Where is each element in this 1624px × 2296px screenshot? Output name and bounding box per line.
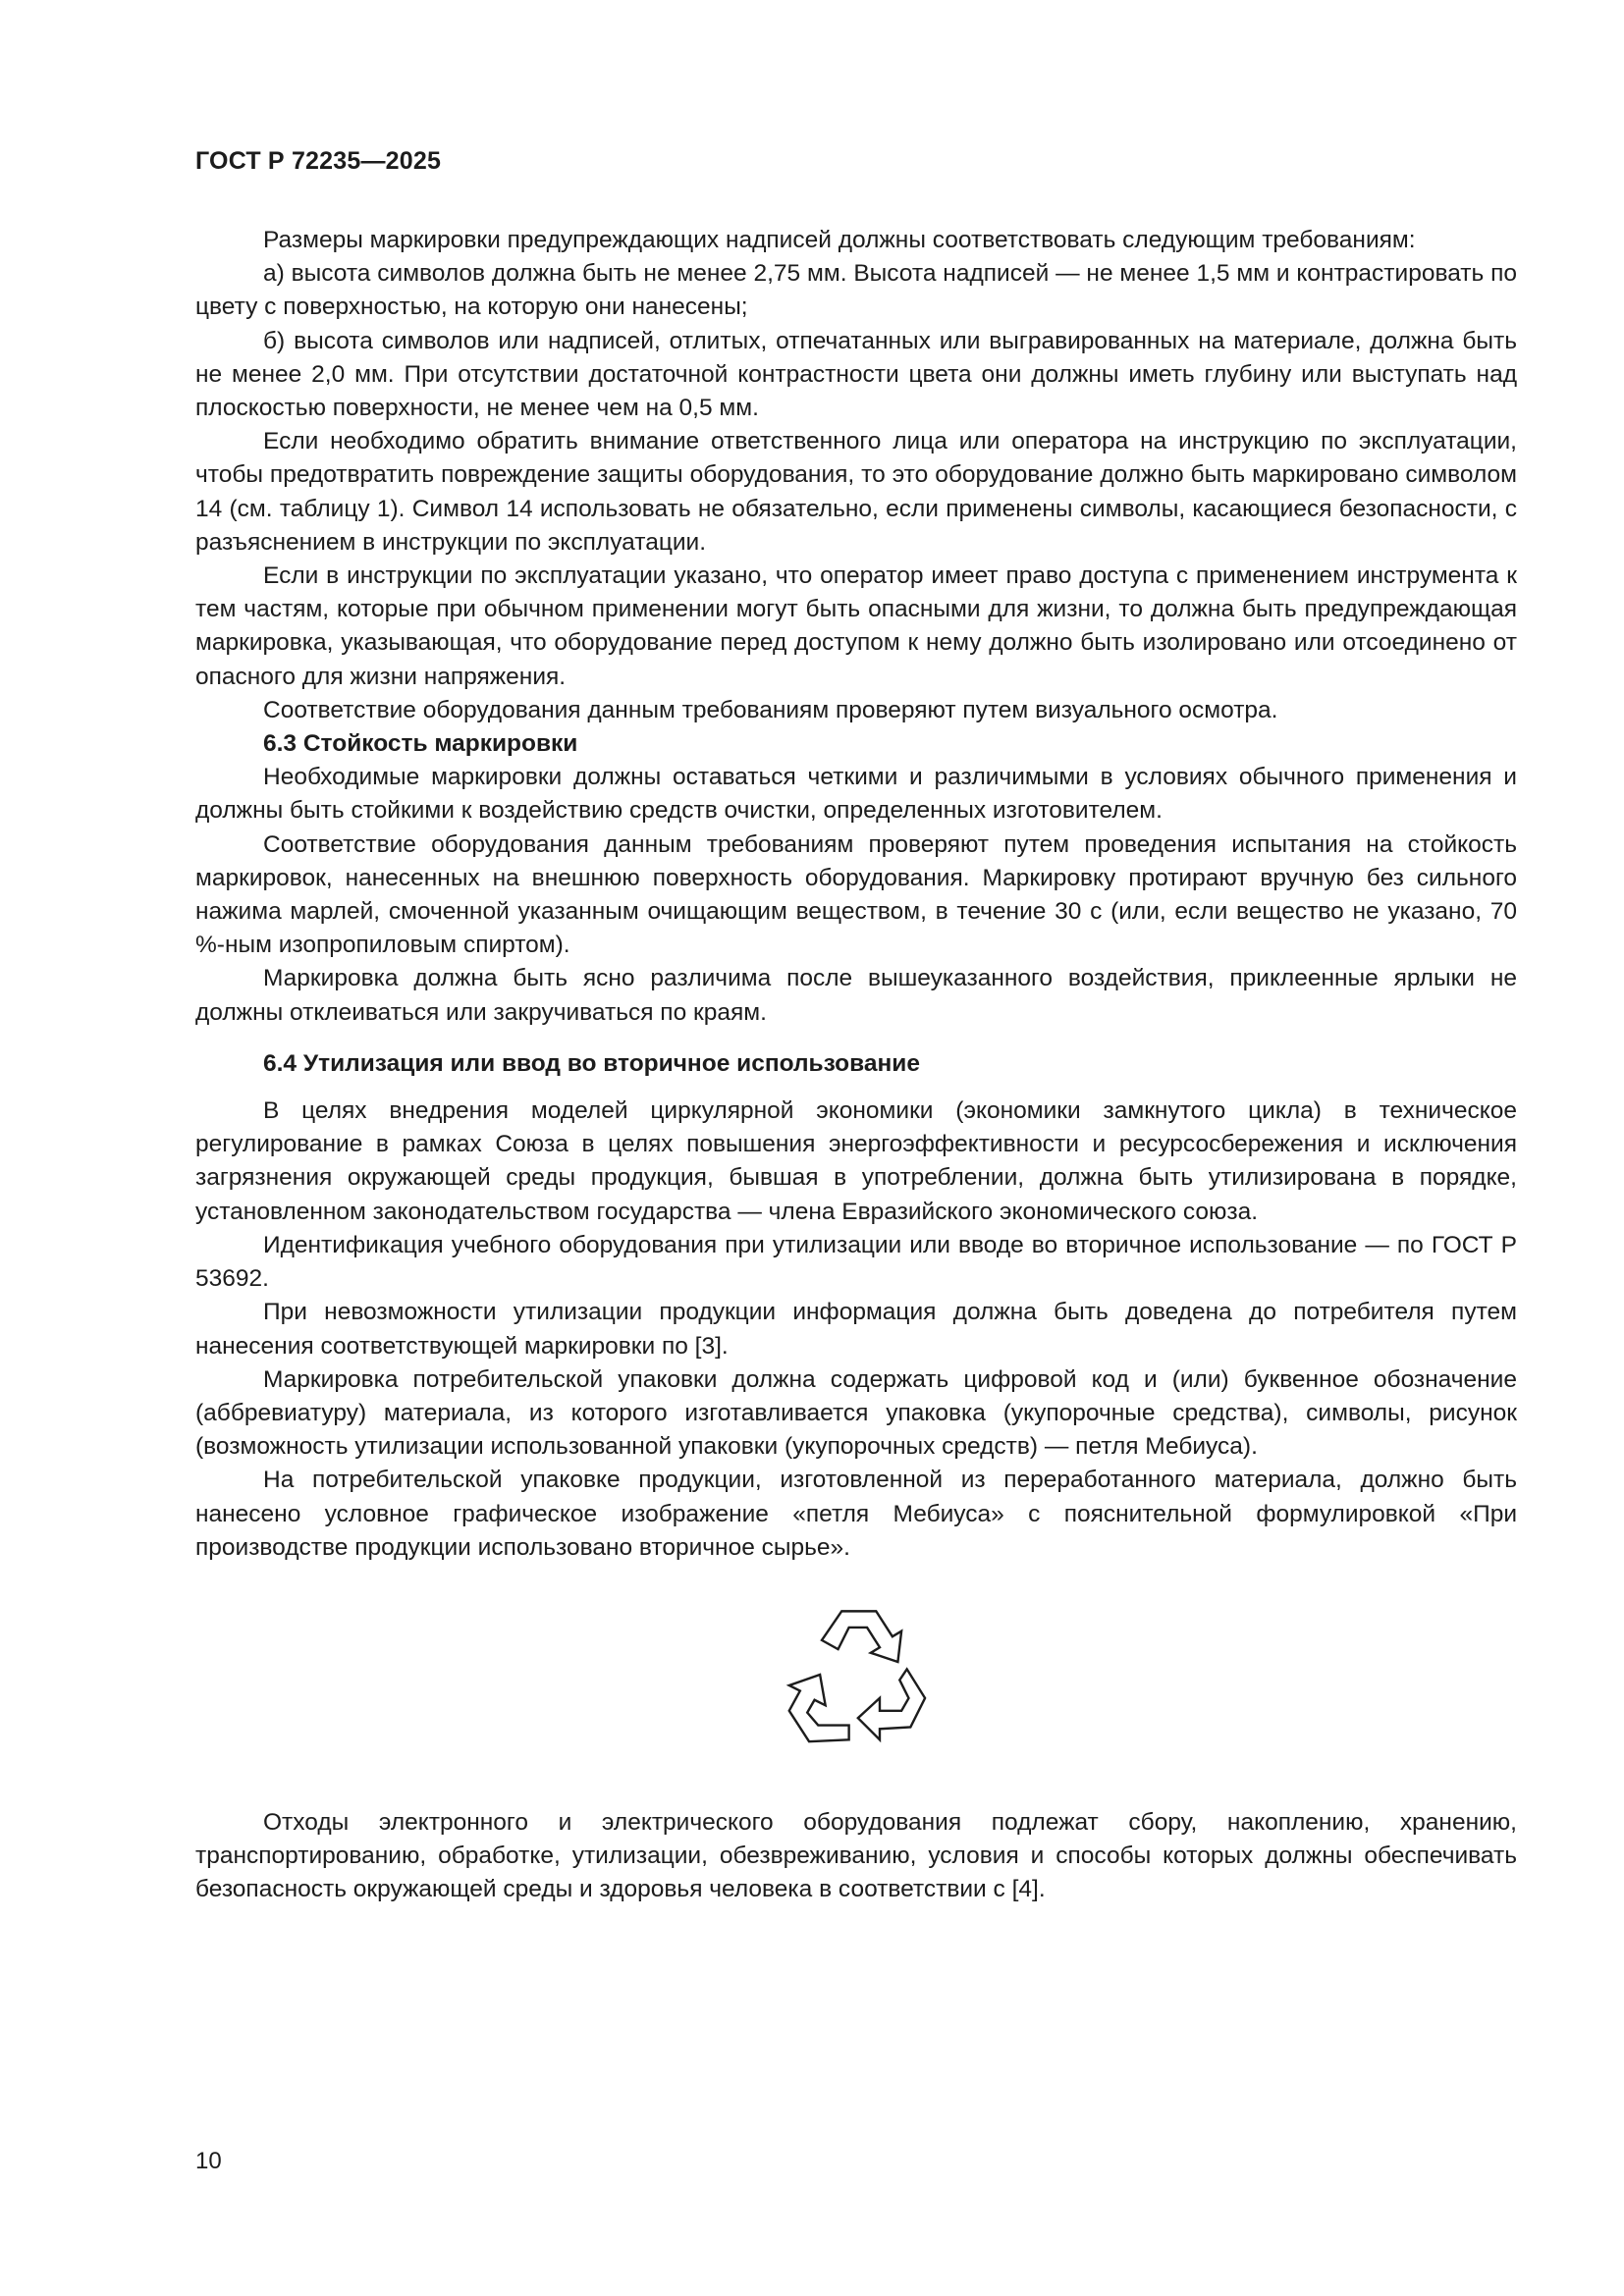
paragraph: Маркировка потребительской упаковки должна содержать цифровой код и (или) буквенное обозначение (аббревиатуру) материала, из которого изготавливается упаковка (укупорочные средства), символы, рисунок (возможность утилизации использованной упаковки (укупорочных средств) — петля Мебиуса).	[195, 1365, 1517, 1461]
paragraph: Если необходимо обратить внимание ответственного лица или оператора на инструкцию по эксплуатации, чтобы предотвратить повреждение защиты оборудования, то это оборудование должно быть маркировано символом 14 (см. таблицу 1). Символ 14 использовать не обязательно, если применены символы, касающиеся безопасности, с разъяснением в инструкции по эксплуатации.	[195, 428, 1517, 556]
paragraph: Маркировка должна быть ясно различима после вышеуказанного воздействия, приклеенные ярлыки не должны отклеиваться или закручиваться по краям.	[195, 965, 1517, 1026]
paragraph: Отходы электронного и электрического оборудования подлежат сбору, накоплению, хранению, транспортированию, обработке, утилизации, обезвреживанию, условия и способы которых должны обеспечивать безопасность окружающей среды и здоровья человека в соответствии с [4].	[195, 1808, 1517, 1903]
paragraph: Соответствие оборудования данным требованиям проверяют путем проведения испытания на стойкость маркировок, нанесенных на внешнюю поверхность оборудования. Маркировку протирают вручную без сильного нажима марлей, смоченной указанным очищающим веществом, в течение 30 с (или, если вещество не указано, 70 %-ным изопропиловым спиртом).	[195, 830, 1517, 959]
paragraph: В целях внедрения моделей циркулярной экономики (экономики замкнутого цикла) в техническое регулирование в рамках Союза в целях повышения энергоэффективности и ресурсосбережения и исключения загрязнения окружающей среды продукция, бывшая в употреблении, должна быть утилизирована в порядке, установленном законодательством государства — члена Евразийского экономического союза.	[195, 1097, 1517, 1225]
section-heading-6-4: 6.4 Утилизация или ввод во вторичное использование	[263, 1049, 920, 1077]
paragraph: а) высота символов должна быть не менее 2,75 мм. Высота надписей — не менее 1,5 мм и контрастировать по цвету с поверхностью, на которую они нанесены;	[195, 260, 1517, 321]
page-number: 10	[195, 2148, 222, 2174]
section-heading-6-3: 6.3 Стойкость маркировки	[263, 730, 578, 758]
document-body	[195, 224, 1517, 1907]
paragraph: б) высота символов или надписей, отлитых, отпечатанных или выгравированных на материале, должна быть не менее 2,0 мм. При отсутствии достаточной контрастности цвета они должны иметь глубину или выступать над плоскостью поверхности, не менее чем на 0,5 мм.	[195, 327, 1517, 422]
document-header: ГОСТ Р 72235—2025	[195, 147, 442, 175]
recycling-figure	[195, 1604, 1517, 1767]
paragraph: Необходимые маркировки должны оставаться четкими и различимыми в условиях обычного применения и должны быть стойкими к воздействию средств очистки, определенных изготовителем.	[195, 764, 1517, 825]
paragraph: Размеры маркировки предупреждающих надписей должны соответствовать следующим требованиям:	[263, 227, 1416, 253]
mobius-loop-recycling-icon	[765, 1604, 947, 1767]
paragraph: Идентификация учебного оборудования при утилизации или вводе во вторичное использование — по ГОСТ Р 53692.	[195, 1231, 1517, 1293]
paragraph: Если в инструкции по эксплуатации указано, что оператор имеет право доступа с применением инструмента к тем частям, которые при обычном применении могут быть опасными для жизни, то должна быть предупреждающая маркировка, указывающая, что оборудование перед доступом к нему должно быть изолировано или отсоединено от опасного для жизни напряжения.	[195, 562, 1517, 690]
paragraph: Соответствие оборудования данным требованиям проверяют путем визуального осмотра.	[263, 696, 1278, 723]
paragraph: При невозможности утилизации продукции информация должна быть доведена до потребителя путем нанесения соответствующей маркировки по [3].	[195, 1299, 1517, 1360]
paragraph: На потребительской упаковке продукции, изготовленной из переработанного материала, должно быть нанесено условное графическое изображение «петля Мебиуса» с пояснительной формулировкой «При производстве продукции использовано вторичное сырье».	[195, 1467, 1517, 1561]
